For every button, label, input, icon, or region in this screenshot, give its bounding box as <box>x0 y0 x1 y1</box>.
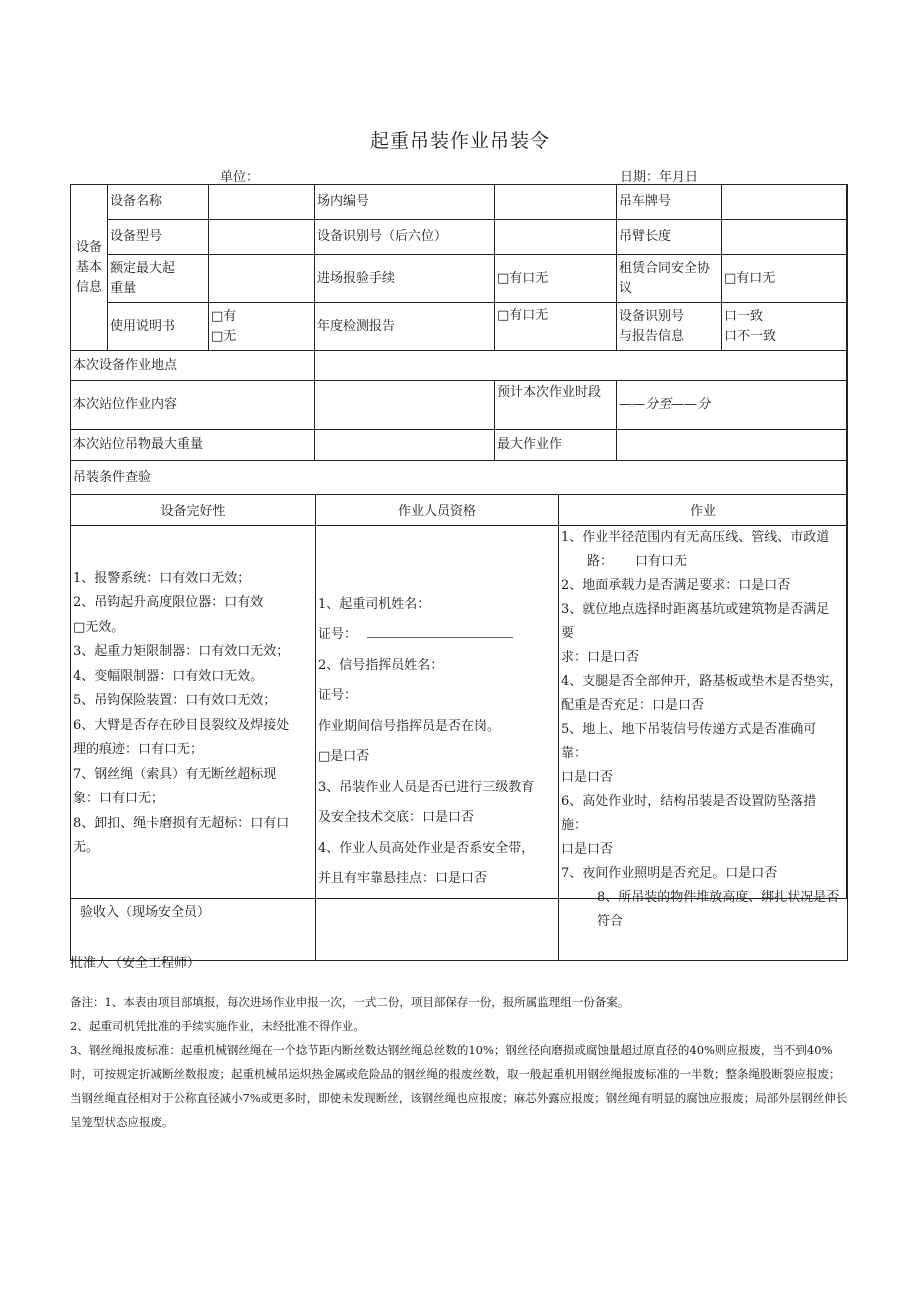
max-weight-label-2: 重量 <box>110 280 137 296</box>
work-item[interactable]: 求：口是口否 <box>561 649 640 665</box>
manual-label: 使用说明书 <box>108 303 209 351</box>
max-load-label: 本次站位吊物最大重量 <box>71 430 315 461</box>
conditions-table <box>70 494 848 961</box>
equipment-item[interactable]: 6、大臂是否存在砂目艮裂纹及焊接处 <box>73 717 290 733</box>
col-equipment-header: 设备完好性 <box>71 494 316 525</box>
max-work-label: 最大作业作 <box>495 430 617 461</box>
approver-label: 批准人（安全工程师） <box>70 956 201 971</box>
note-2: 2、起重司机凭批准的手续实施作业，未经批准不得作业。 <box>70 1019 365 1033</box>
max-weight-field[interactable] <box>209 255 315 303</box>
work-item[interactable]: 6、高处作业时，结构吊装是否设置防坠落措 <box>561 793 817 809</box>
personnel-item[interactable]: 2、信号指挥员姓名： <box>318 657 444 673</box>
equipment-item[interactable]: 8、卸扣、绳卡磨损有无超标：口有口 <box>73 815 290 831</box>
personnel-item[interactable]: 证号： <box>318 688 358 703</box>
equipment-item[interactable]: 3、起重力矩限制器：口有效口无效； <box>73 644 290 659</box>
max-weight-label <box>108 255 209 303</box>
manual-no-checkbox[interactable]: □无 <box>211 328 237 344</box>
work-item[interactable]: 3、就位地点选择时距离基坑或建筑物是否满足 <box>561 601 830 617</box>
id-report-label-1: 设备识别号 <box>619 308 685 324</box>
work-item[interactable] <box>561 550 845 574</box>
personnel-item[interactable]: 及安全技术交底：口是口否 <box>318 810 475 825</box>
work-item[interactable]: 7、夜间作业照明是否充足。口是口否 <box>561 865 778 881</box>
date-label: 日期：年月日 <box>620 170 699 185</box>
location-field[interactable] <box>315 351 848 381</box>
id-inconsistent-checkbox[interactable]: 口不一致 <box>724 328 777 344</box>
location-label: 本次设备作业地点 <box>71 351 315 381</box>
cert-no-label: 证号： <box>318 627 358 642</box>
work-item[interactable]: 2、地面承载力是否满足要求：口是口否 <box>561 577 791 593</box>
lease-checkbox[interactable]: □有口无 <box>722 255 848 303</box>
max-work-field[interactable] <box>617 430 848 461</box>
personnel-item[interactable]: 作业期间信号指挥员是否在岗。 <box>318 718 501 734</box>
equipment-checklist <box>71 525 316 960</box>
annual-report-checkbox[interactable]: □有口无 <box>495 303 617 351</box>
personnel-item[interactable]: □是口否 <box>318 749 370 764</box>
equipment-item[interactable]: 1、报警系统：口有效口无效； <box>73 570 251 586</box>
group-label-3: 信息 <box>75 279 102 295</box>
work-item[interactable]: 5、地上、地下吊装信号传递方式是否准确可 <box>561 721 817 737</box>
work-item[interactable]: 1、作业半径范围内有无高压线、管线、市政道 <box>561 529 830 545</box>
acceptor-label: 验收入（现场安全员） <box>80 905 211 920</box>
personnel-checklist <box>316 525 559 960</box>
id-consistent-checkbox[interactable]: 口一致 <box>724 308 764 324</box>
entry-check-checkbox[interactable]: □有口无 <box>495 255 617 303</box>
work-item[interactable]: 要 <box>561 625 575 641</box>
page-title: 起重吊装作业吊装令 <box>369 130 550 152</box>
id-report-label-2: 与报告信息 <box>619 328 685 344</box>
id-no-field[interactable] <box>495 220 617 255</box>
manual-options[interactable] <box>209 303 315 351</box>
equipment-name-field[interactable] <box>209 185 315 220</box>
equipment-item[interactable]: □无效。 <box>73 619 125 635</box>
period-label: 预计本次作业时段 <box>495 381 617 430</box>
equipment-item[interactable]: 无。 <box>73 840 100 855</box>
conditions-section-label: 吊装条件查验 <box>71 461 848 495</box>
max-load-field[interactable] <box>315 430 495 461</box>
note-1: 备注：1、本表由项目部填报，每次进场作业申报一次，一式二份，项目部保存一份，报所属监理组一份备案。 <box>70 995 630 1009</box>
equipment-name-label: 设备名称 <box>108 185 209 220</box>
id-report-label <box>617 303 722 351</box>
work-checklist <box>559 525 848 960</box>
unit-label: 单位： <box>220 170 260 185</box>
personnel-item[interactable]: 并且有牢靠悬挂点：口是口否 <box>318 871 488 886</box>
work-item[interactable]: 靠： <box>561 745 588 761</box>
plate-field[interactable] <box>722 185 848 220</box>
id-no-label: 设备识别号（后六位） <box>315 220 495 255</box>
col-personnel-header: 作业人员资格 <box>316 494 559 525</box>
personnel-item[interactable]: 3、吊装作业人员是否已进行三级教育 <box>318 779 535 795</box>
col-work-header: 作业 <box>559 494 848 525</box>
max-weight-label-1: 额定最大起 <box>110 260 176 276</box>
personnel-item[interactable]: 1、起重司机姓名： <box>318 596 431 612</box>
note-3: 3、钢丝绳报废标准：起重机械钢丝绳在一个捻节距内断丝数达钢丝绳总丝数的10%；钢丝径向磨损或腐蚀量超过原直径的40%则应报废，当不到40%时，可按规定折减断丝数报废；起重机械吊运炽热金属或危险品的钢丝绳的报废丝数，取一般起重机用钢丝绳报废标准的一半数；整条绳股断裂应报废；当钢丝绳直径相对于公称直径减小7%或更多时，即使未发现断丝，该钢丝绳也应报废；麻芯外露应报废；钢丝绳有明显的腐蚀应报废；局部外层钢丝伸长呈笼型状态应报废。 <box>70 1043 848 1129</box>
personnel-item[interactable] <box>318 620 556 651</box>
equipment-info-table <box>70 184 848 495</box>
work-item[interactable]: 口是口否 <box>561 769 614 785</box>
manual-yes-checkbox[interactable]: □有 <box>211 308 237 324</box>
equipment-item[interactable]: 2、吊钩起升高度限位器：口有效 <box>73 595 264 610</box>
group-label-2: 基本 <box>75 259 102 275</box>
lease-label-2: 议 <box>619 280 633 296</box>
work-item-road: 路： <box>587 553 614 569</box>
work-item-road-options[interactable]: 口有口无 <box>635 553 688 569</box>
cert-no-blank[interactable] <box>367 625 513 638</box>
site-no-label: 场内编号 <box>315 185 495 220</box>
equipment-item[interactable]: 理的痕迹：口有口无； <box>73 742 204 757</box>
group-label-1: 设备 <box>75 239 102 255</box>
content-field[interactable] <box>315 381 495 430</box>
site-no-field[interactable] <box>495 185 617 220</box>
work-item[interactable]: 配重是否充足：口是口否 <box>561 697 705 713</box>
work-item[interactable]: 4、支腿是否全部伸开，路基板或垫木是否垫实， <box>561 673 843 689</box>
id-report-options[interactable] <box>722 303 848 351</box>
period-field[interactable]: ——分至——分 <box>617 381 848 430</box>
model-field[interactable] <box>209 220 315 255</box>
plate-label: 吊车牌号 <box>617 185 722 220</box>
equipment-group-label <box>71 185 108 351</box>
personnel-item[interactable]: 4、作业人员高处作业是否系安全带， <box>318 840 535 856</box>
entry-check-label: 进场报验手续 <box>315 255 495 303</box>
work-item[interactable]: 施： <box>561 817 588 833</box>
boom-field[interactable] <box>722 220 848 255</box>
model-label: 设备型号 <box>108 220 209 255</box>
content-label: 本次站位作业内容 <box>71 381 315 430</box>
equipment-item[interactable]: 7、钢丝绳（索具）有无断丝超标现 <box>73 766 277 782</box>
boom-label: 吊臂长度 <box>617 220 722 255</box>
lease-label-1: 租赁合同安全协 <box>619 260 711 276</box>
work-item[interactable]: 口是口否 <box>561 841 614 857</box>
notes <box>70 990 850 1134</box>
annual-report-label: 年度检测报告 <box>315 303 495 351</box>
equipment-item[interactable]: 象：口有口无； <box>73 791 165 806</box>
lease-label <box>617 255 722 303</box>
equipment-item[interactable]: 4、变幅限制器：口有效口无效。 <box>73 668 264 684</box>
work-item[interactable]: 8、所吊装的物件堆放高度、绑扎状况是否符合 <box>597 889 840 929</box>
equipment-item[interactable]: 5、吊钩保险装置：口有效口无效； <box>73 693 277 708</box>
